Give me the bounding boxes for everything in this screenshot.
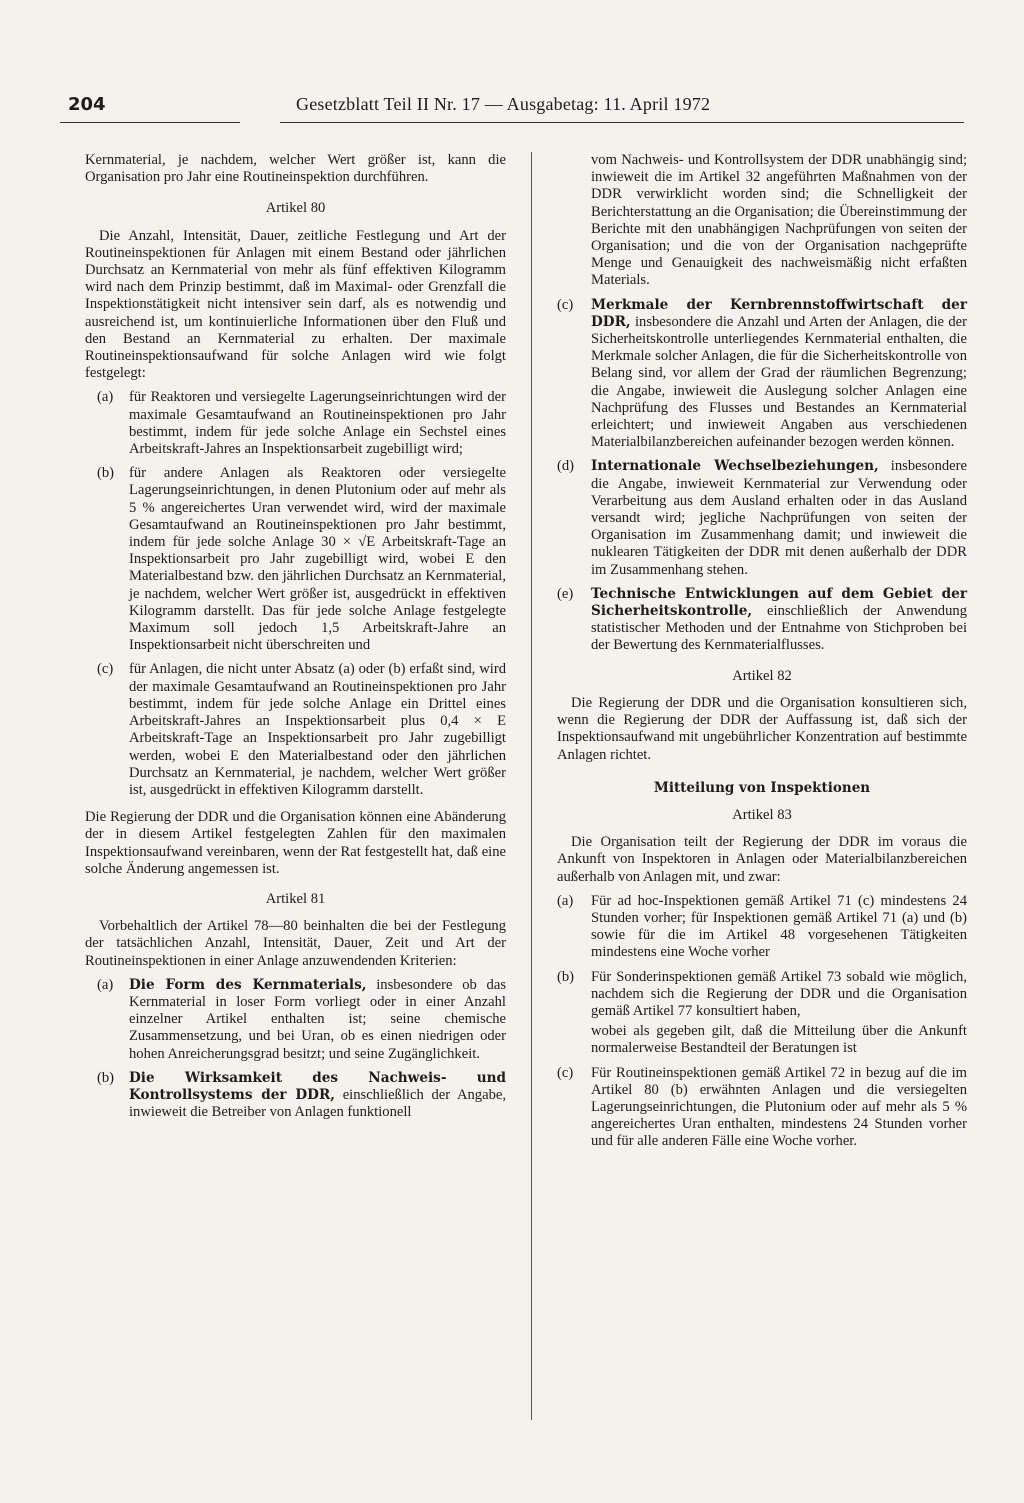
item-label: (a) [97, 976, 114, 993]
item-label: (d) [557, 458, 575, 475]
article-83-text: Die Organisation teilt der Regierung der DDR im voraus die Ankunft von Inspektoren in Anlagen oder Materialbilanzbereichen außerhalb von Anlagen mit, und zwar: [557, 834, 967, 885]
list-item [97, 1070, 506, 1122]
article-80-closing: Die Regierung der DDR und die Organisation können eine Abänderung der in diesem Artikel festgelegten Zahlen für den maximalen Inspektionsaufwand vereinbaren, wenn der Rat festgestellt hat, daß eine solche Änderung angemessen ist. [85, 809, 506, 877]
item-text: insbesondere die Angabe, inwieweit Kernmaterial zur Verwendung oder Verarbeitung aus dem Ausland erhalten oder in das Ausland versandt wird; jegliche Nachprüfungen von seiten der Organisation im Zusammenhang damit; und inwieweit die nuklearen Tätigkeiten der DDR mit denen außerhalb der DDR im Zusammenhang stehen. [591, 458, 967, 578]
item-text: Für Sonderinspektionen gemäß Artikel 73 sobald wie möglich, nachdem sich die Regierung der DDR und die Organisation gemäß Artikel 77 konsultiert haben, [591, 968, 967, 1019]
continued-text: vom Nachweis- und Kontrollsystem der DDR unabhängig sind; inwieweit die im Artikel 32 angeführten Maßnahmen von der DDR verwirklicht worden sind; die Schnelligkeit der Berichterstattung an die Organisation; die Übereinstimmung der Berichte mit den unabhängigen Nachprüfungen von seiten der Organisation; und die von der Organisation nachgeprüfte Menge und Genauigkeit des nachweismäßig nicht erfaßten Materials. [591, 152, 967, 289]
header-title: Gesetzblatt Teil II Nr. 17 — Ausgabetag: 11. April 1972 [296, 94, 711, 114]
list-item [557, 1065, 967, 1151]
item-label: (e) [557, 585, 574, 602]
article-80-heading: Artikel 80 [265, 200, 326, 217]
section-heading: Mitteilung von Inspektionen [653, 779, 871, 796]
item-text: insbesondere die Anzahl und Arten der Anlagen, die der Sicherheitskontrolle unterliegendes Kernmaterial enthalten, die Merkmale solcher Anlagen, die für die Sicherheitskontrolle von Belang sind, vor allem der Grad der räumlichen Begrenzung; die Angabe, inwieweit die Auslegung solcher Anlagen eine Nachprüfung des Flusses und Bestandes an Kernmaterial erleichtert; und inwieweit Angaben aus verschiedenen Materialbilanzbereichen aufeinander bezogen werden können. [591, 313, 967, 451]
item-text: für andere Anlagen als Reaktoren oder versiegelte Lagerungseinrichtungen, in denen Plutonium oder auf mehr als 5 % angereichertes Uran verwendet wird, wird der maximale Gesamtaufwand an Routineinspektionen pro Jahr bestimmt, indem für jede solche Anlage 30 × √E Arbeitskraft-Tage an Inspektionsarbeit pro Jahr zugebilligt wird, wobei E den Materialbestand bzw. den jährlichen Durchsatz an Kernmaterial, je nachdem, welcher Wert größer ist, ausgedrückt in effektiven Kilogramm darstellt. Das für jede solche Anlage festgelegte Maximum soll jedoch 1,5 Arbeitskraft-Jahre an Inspektionsarbeit nicht überschreiten und [129, 465, 506, 654]
page-header [60, 94, 964, 124]
item-label: (b) [97, 465, 115, 482]
item-text: einschließlich der Anwendung statistischer Methoden und der Entnahme von Stichproben bei der Bewertung des Kernmaterialflusses. [591, 603, 967, 654]
item-label: (a) [97, 389, 114, 406]
left-column [85, 152, 506, 1121]
item-bold-term: Internationale Wechselbeziehungen, [591, 458, 879, 475]
column-divider [531, 152, 532, 1420]
article-80-text: Die Anzahl, Intensität, Dauer, zeitliche Festlegung und Art der Routineinspektionen für Anlagen mit einem Bestand oder jährlichen Durchsatz an Kernmaterial von mehr als fünf effektiven Kilogramm wird nach dem Prinzip bestimmt, daß im Maximal- oder Grenzfall die Inspektionstätigkeit nicht intensiver sein darf, als es notwendig und ausreichend ist, um kontinuierliche Informationen über den Fluß und den Bestand an Kernmaterial zu erhalten. Der maximale Routineinspektionsaufwand für solche Anlagen wird wie folgt festgelegt: [85, 227, 506, 382]
list-item [557, 297, 967, 452]
list-item [557, 458, 967, 578]
article-83-heading: Artikel 83 [732, 806, 792, 823]
item-label: (c) [557, 1064, 574, 1081]
article-81-heading: Artikel 81 [265, 890, 326, 907]
item-label: (a) [557, 892, 574, 909]
list-item [97, 977, 506, 1063]
item-text: Für ad hoc-Inspektionen gemäß Artikel 71 (c) mindestens 24 Stunden vorher; für Inspektionen gemäß Artikel 71 (a) und (b) sowie für die im Artikel 48 vorgesehenen Tätigkeiten mindestens eine Woche vorher [591, 892, 967, 961]
list-item [97, 661, 506, 799]
page-number: 204 [68, 94, 106, 115]
list-item [557, 586, 967, 655]
header-rule-left [60, 122, 240, 123]
article-82-heading: Artikel 82 [732, 667, 792, 684]
item-bold-term: Die Wirksamkeit des Nachweis- und Kontrollsystems der DDR, [129, 1069, 506, 1103]
item-text: einschließlich der Angabe, inwieweit die Betreiber von Anlagen funktionell [129, 1086, 507, 1121]
header-rule-right [280, 122, 964, 123]
item-subtext: wobei als gegeben gilt, daß die Mitteilung über die Ankunft normalerweise Bestandteil der Beratungen ist [591, 1023, 967, 1057]
item-label: (c) [97, 661, 114, 678]
list-item [557, 969, 967, 1058]
item-label: (c) [557, 296, 574, 313]
intro-paragraph: Kernmaterial, je nachdem, welcher Wert größer ist, kann die Organisation pro Jahr eine Routineinspektion durchführen. [85, 152, 506, 186]
list-item [557, 893, 967, 962]
right-column [557, 152, 967, 1151]
item-text: Für Routineinspektionen gemäß Artikel 72 in bezug auf die im Artikel 80 (b) erwähnten Anlagen und die versiegelten Lagerungseinrichtungen, die Plutonium oder auf mehr als 5 % angereichertes Uran enthalten, mindestens 24 Stunden vorher und für alle anderen Fälle eine Woche vorher. [591, 1064, 967, 1150]
item-label: (b) [97, 1069, 115, 1086]
list-item [97, 389, 506, 458]
item-bold-term: Merkmale der Kernbrennstoffwirtschaft der DDR, [591, 296, 967, 330]
item-bold-term: Technische Entwicklungen auf dem Gebiet der Sicherheitskontrolle, [591, 585, 967, 620]
item-text: insbesondere ob das Kernmaterial in loser Form vorliegt oder in einer Anzahl einzelner Artikel enthalten ist; seine chemische Zusammensetzung, und bei Uran, ob es einen niedrigen oder hohen Anreicherungsgrad besitzt; und seine Zugänglichkeit. [129, 976, 507, 1062]
item-bold-term: Die Form des Kernmaterials, [129, 976, 367, 993]
item-text: für Anlagen, die nicht unter Absatz (a) oder (b) erfaßt sind, wird der maximale Gesamtaufwand an Routineinspektionen pro Jahr bestimmt, indem für jede solche Anlage ein Drittel eines Arbeitskraft-Jahres an Inspektionsarbeit plus 0,4 × E Arbeitskraft-Tage an Inspektionsarbeit pro Jahr zugebilligt werden, wobei E den Materialbestand oder den jährlichen Durchsatz an Kernmaterial, je nachdem, welcher Wert größer ist, ausgedrückt in effektiven Kilogramm darstellt. [129, 661, 506, 798]
item-text: für Reaktoren und versiegelte Lagerungseinrichtungen wird der maximale Gesamtaufwand an Routineinspektionen pro Jahr bestimmt, indem für jede solche Anlage ein Sechstel eines Arbeitskraft-Jahres an Inspektionsarbeit zugebilligt wird; [129, 389, 506, 458]
list-item [97, 465, 506, 654]
article-82-text: Die Regierung der DDR und die Organisation konsultieren sich, wenn die Regierung der DDR der Auffassung ist, daß sich der Inspektionsaufwand mit ungebührlicher Konzentration auf bestimmte Anlagen richtet. [557, 694, 967, 763]
article-81-text: Vorbehaltlich der Artikel 78—80 beinhalten die bei der Festlegung der tatsächlichen Anzahl, Intensität, Dauer, Zeit und Art der Routineinspektionen in einer Anlage anzuwendenden Kriterien: [85, 918, 506, 969]
item-label: (b) [557, 968, 575, 985]
